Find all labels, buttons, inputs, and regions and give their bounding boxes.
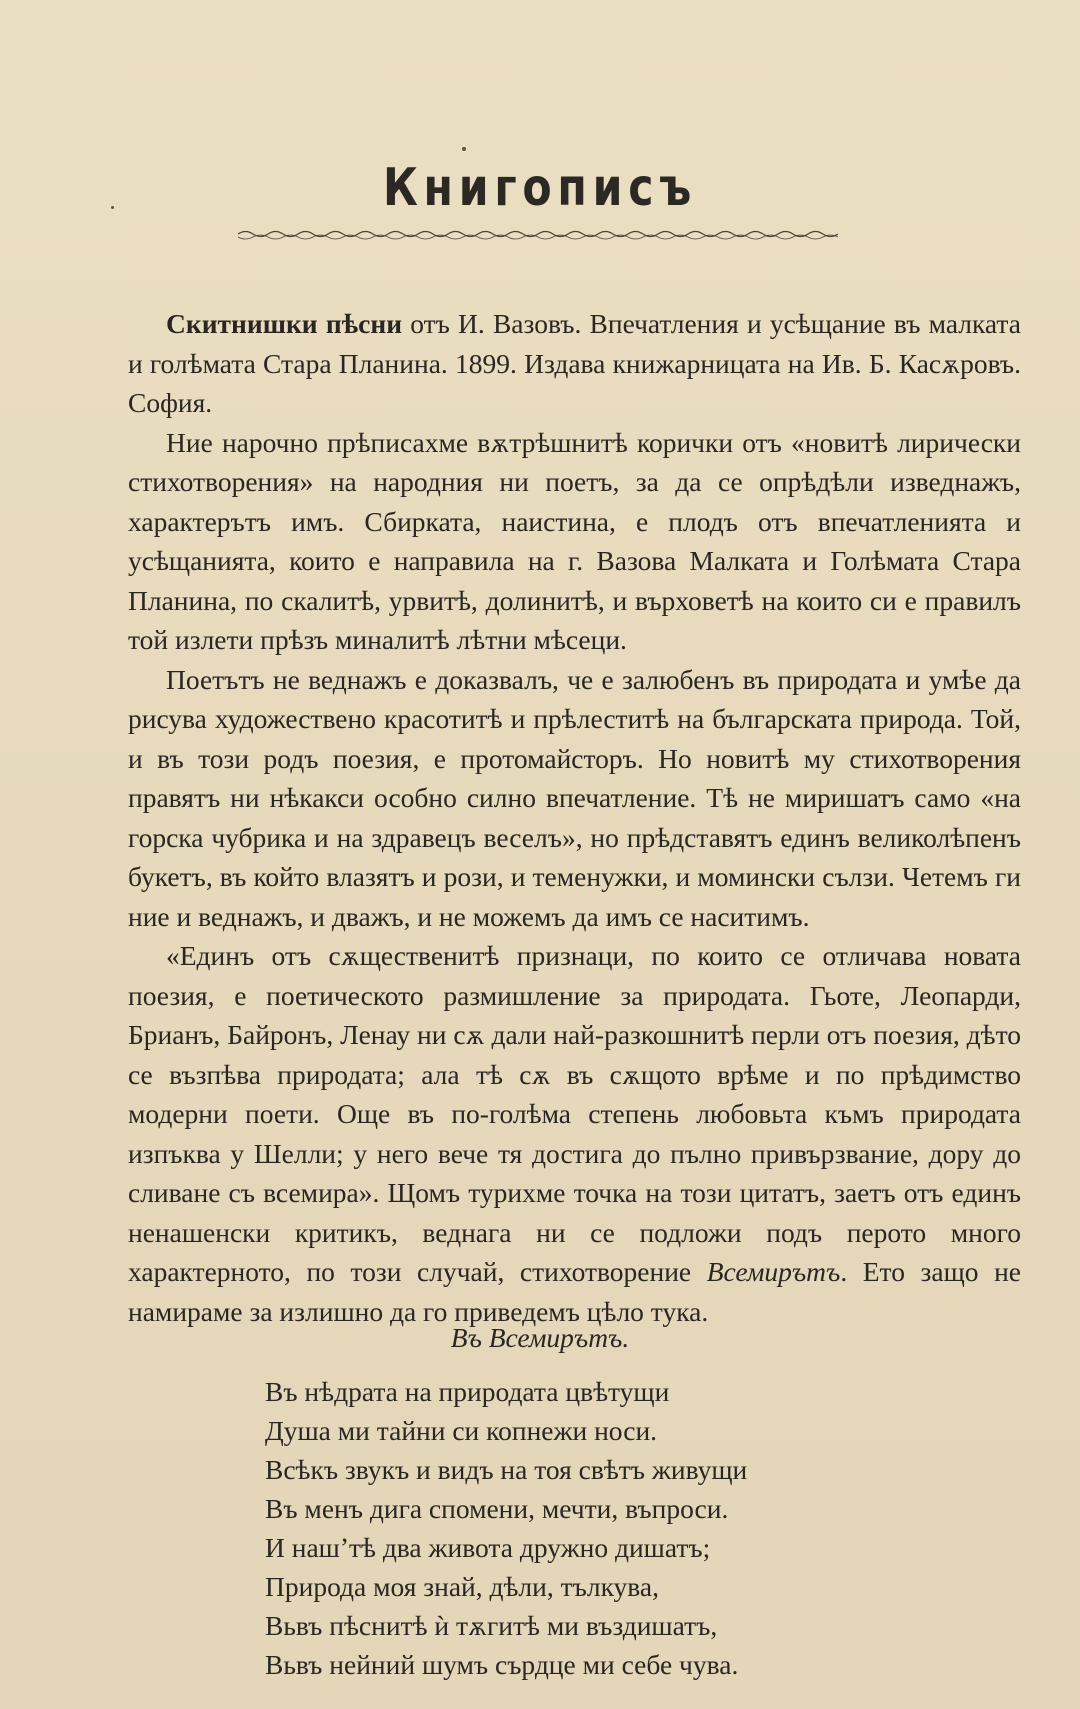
review-paragraph-4 [128, 936, 1021, 1331]
poem-line: Природа моя знай, дѣли, тълкува, [265, 1571, 660, 1602]
poem-stanza-2 [265, 1528, 985, 1684]
page-title: Книгописъ [382, 158, 698, 218]
poem-stanza-1 [265, 1372, 985, 1528]
poem-line: Вьвъ пѣснитѣ ѝ тѫгитѣ ми въздишатъ, [265, 1610, 718, 1641]
poem-line: Душа ми тайни си копнежи носи. [265, 1415, 658, 1446]
quotation-text: «Единъ отъ сѫщественитѣ признаци, по които се отличава новата поезия, е поетическото размишление за природата. Гьоте, Леопарди, Брианъ, Байронъ, Ленау ни сѫ дали най-разкошнитѣ перли отъ поезия, дѣто се възпѣва природата; ала тѣ сѫ въ сѫщото врѣме и по прѣдимство модерни поети. Още въ по-голѣма степень любовьта къмъ природата изпъква у Шелли; у него вече тя достига до пълно привързвание, дору до сливане съ всемира». Щомъ турихме точка на този цитатъ, заетъ отъ единъ ненашенски критикъ, веднага ни се подложи подъ перото много характерното, по този случай, стихотворение [128, 940, 1021, 1287]
poem-line: И нашʼтѣ два живота дружно дишатъ; [265, 1532, 711, 1563]
reviewed-book-details: отъ И. Вазовъ. Впечатления и усѣщание въ малката и голѣмата Стара Планина. 1899. Издава книжарницата на Ив. Б. Касѫровъ. София. [128, 308, 1021, 418]
ink-dot-top [462, 147, 466, 151]
review-paragraph-3: Поетътъ не веднажъ е доказвалъ, че е залюбенъ въ природата и умѣе да рисува художествено красотитѣ и прѣлеститѣ на българската природа. Той, и въ този родъ поезия, е протомайсторъ. Но новитѣ му стихотворения правятъ ни нѣкакси особно силно впечатление. Тѣ не миришатъ само «на горска чубрика и на здравецъ веселъ», но прѣдставятъ единъ великолѣпенъ букетъ, въ който влазятъ и рози, и теменужки, и момински сълзи. Четемъ ги ние и веднажъ, и дважъ, и не можемъ да имъ се наситимъ. [128, 663, 1021, 932]
poem-line: Вьвъ нейний шумъ сърдце ми себе чува. [265, 1649, 739, 1680]
review-body [128, 304, 1021, 1331]
poem-title-italic-ref: Всемирътъ [706, 1256, 841, 1287]
reviewed-book-title: Скитнишки пѣсни [166, 308, 403, 339]
wavy-line-upper [238, 232, 838, 237]
poem-title: Въ Всемирътъ. [450, 1322, 630, 1353]
review-intro-paragraph [128, 304, 1021, 423]
paragraph-4-ending: . Ето защо не намираме за излишно да го приведемъ цѣло тука. [128, 1256, 1022, 1327]
poem-line: Всѣкъ звукъ и видъ на тоя свѣтъ живущи [265, 1454, 748, 1485]
wavy-line-lower [238, 235, 838, 239]
poem-line: Въ нѣдрата на природата цвѣтущи [265, 1376, 670, 1407]
review-paragraph-2: Ние нарочно прѣписахме вѫтрѣшнитѣ корички отъ «новитѣ лирически стихотворения» на народния ни поетъ, за да се опрѣдѣли изведнажъ, характерътъ имъ. Сбирката, наистина, е плодъ отъ впечатленията и усѣщанията, които е направила на г. Вазова Малката и Голѣмата Стара Планина, по скалитѣ, урвитѣ, долинитѣ, и върховетѣ на които си е правилъ той излети прѣзъ миналитѣ лѣтни мѣсеци. [128, 426, 1021, 655]
wavy-divider-ornament [238, 228, 838, 242]
poem-line: Въ менъ дига спомени, мечти, въпроси. [265, 1493, 729, 1524]
